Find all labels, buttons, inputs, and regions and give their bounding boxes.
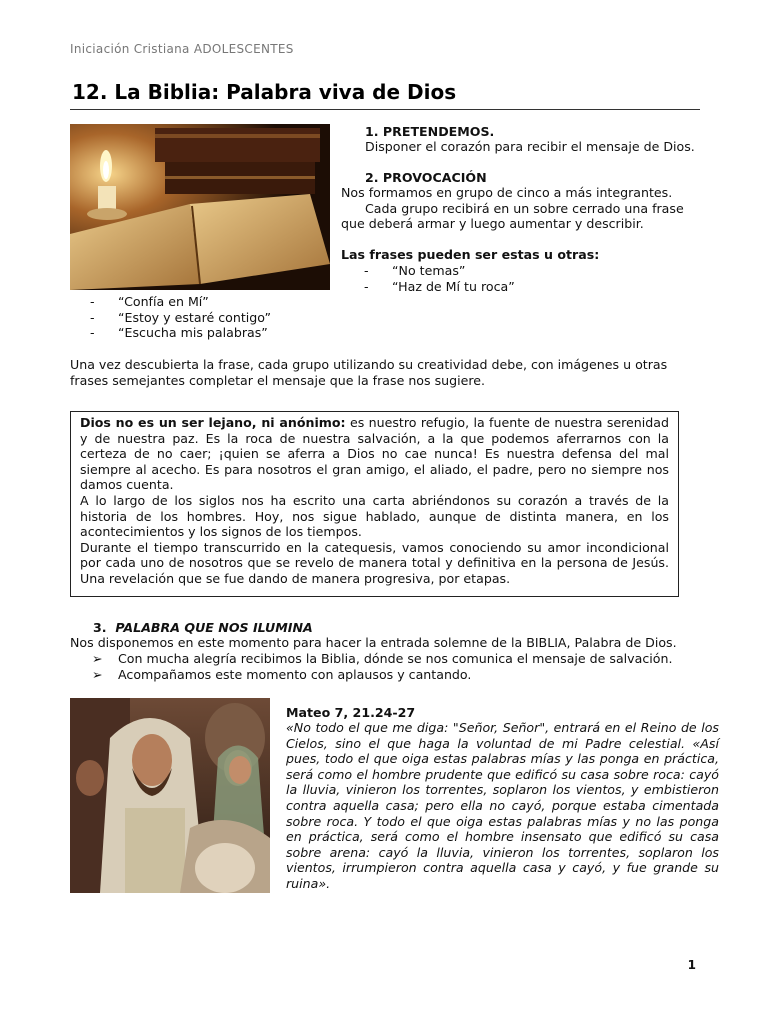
dash-marker: -: [364, 278, 369, 294]
box-paragraph: Durante el tiempo transcurrido en la catequesis, vamos conociendo su amor incondicional por cada uno de nosotros que se revelo de manera total y definitiva en la persona de Jesús. Una revelación que se fue dando de manera progresiva, por etapas.: [80, 539, 669, 586]
box-paragraph: [80, 415, 669, 493]
dash-marker: -: [90, 294, 95, 309]
phrase-text: “Confía en Mí”: [118, 294, 209, 309]
bullet-text: Con mucha alegría recibimos la Biblia, dónde se nos comunica el mensaje de salvación.: [118, 651, 673, 666]
section-3-number: 3.: [93, 620, 107, 635]
page-number: 1: [687, 958, 696, 972]
page-title: 12. La Biblia: Palabra viva de Dios: [72, 80, 457, 104]
phrase-item: [90, 310, 390, 326]
bullet-item: [70, 667, 710, 683]
dash-marker: -: [90, 309, 95, 325]
gospel-reference: Mateo 7, 21.24-27: [286, 705, 416, 720]
arrow-bullet-icon: ➢: [92, 651, 103, 666]
section-2-heading: 2. PROVOCACIÓN: [365, 170, 487, 185]
phrase-item: [90, 294, 390, 310]
section-2-line: Nos formamos en grupo de cinco a más integrantes.: [341, 185, 673, 200]
jesus-crowd-image: [70, 698, 270, 893]
section-3-bullets: [70, 651, 710, 682]
gospel-text: «No todo el que me diga: "Señor, Señor", entrará en el Reino de los Cielos, sino el que haga la voluntad de mi Padre celestial. «Así pues, todo el que oiga estas palabras mías y las ponga en práctica, será como el hombre prudente que edificó su casa sobre roca: cayó la lluvia, vinieron los torrentes, soplaron los vientos, y embistieron contra aquella casa; pero ella no cayó, porque estaba cimentada sobre roca. Y todo el que oiga estas palabras mías y no las ponga en práctica, será como el hombre insensato que edificó su casa sobre arena: cayó la lluvia, vinieron los torrentes, soplaron los vientos, irrumpieron contra aquella casa y cayó, y fue grande su ruina».: [286, 720, 719, 891]
box-paragraph: A lo largo de los siglos nos ha escrito una carta abriéndonos su corazón a través de la historia de los hombres. Hoy, nos sigue hablado, aunque de distinta manera, en los acontecimientos y los signos de los tiempos.: [80, 492, 669, 540]
bullet-text: Acompañamos este momento con aplausos y cantando.: [118, 666, 472, 682]
phrase-text: “Haz de Mí tu roca”: [392, 278, 515, 294]
phrase-item: [364, 263, 694, 279]
bullet-item: [70, 651, 710, 667]
section-1-heading: 1. PRETENDEMOS.: [365, 124, 495, 139]
section-3-heading: [93, 620, 313, 636]
phrase-text: “No temas”: [392, 263, 466, 278]
section-1-text: Disponer el corazón para recibir el mensaje de Dios.: [365, 139, 695, 154]
dash-marker: -: [90, 325, 95, 341]
title-rule: [70, 109, 700, 110]
bible-candle-image: [70, 124, 330, 290]
phrases-heading: Las frases pueden ser estas u otras:: [341, 247, 600, 262]
arrow-bullet-icon: ➢: [92, 666, 103, 682]
after-phrases-paragraph: Una vez descubierta la frase, cada grupo utilizando su creatividad debe, con imágenes u otras frases semejantes completar el mensaje que la frase nos sugiere.: [70, 357, 668, 388]
phrase-text: “Escucha mis palabras”: [118, 325, 268, 341]
phrase-list-right: [364, 263, 694, 294]
section-2-line: Cada grupo recibirá en un sobre cerrado una frase: [365, 201, 684, 216]
phrase-text: “Estoy y estaré contigo”: [118, 309, 272, 325]
box-text: es nuestro refugio, la fuente de nuestra serenidad y de nuestra paz. Es la roca de nuestra salvación, a la que podemos aferrarnos con la certeza de no caer; ¡quien se aferra a Dios no cae nunca! Es nuestra defensa del mal siempre al acecho. Es para nosotros el gran amigo, el aliado, el padre, pero no siempre nos damos cuenta.: [80, 415, 669, 493]
phrase-item: [364, 279, 694, 295]
section-3-intro: Nos disponemos en este momento para hacer la entrada solemne de la BIBLIA, Palabra de Dios.: [70, 635, 677, 650]
reflection-box: [70, 411, 679, 597]
phrase-item: [90, 325, 390, 341]
section-3-title: PALABRA QUE NOS ILUMINA: [115, 620, 313, 635]
dash-marker: -: [364, 263, 369, 278]
running-header: Iniciación Cristiana ADOLESCENTES: [70, 42, 294, 56]
box-lead: Dios no es un ser lejano, ni anónimo:: [80, 415, 346, 430]
section-2-line: que deberá armar y luego aumentar y describir.: [341, 216, 644, 231]
phrase-list-left: [90, 294, 390, 341]
